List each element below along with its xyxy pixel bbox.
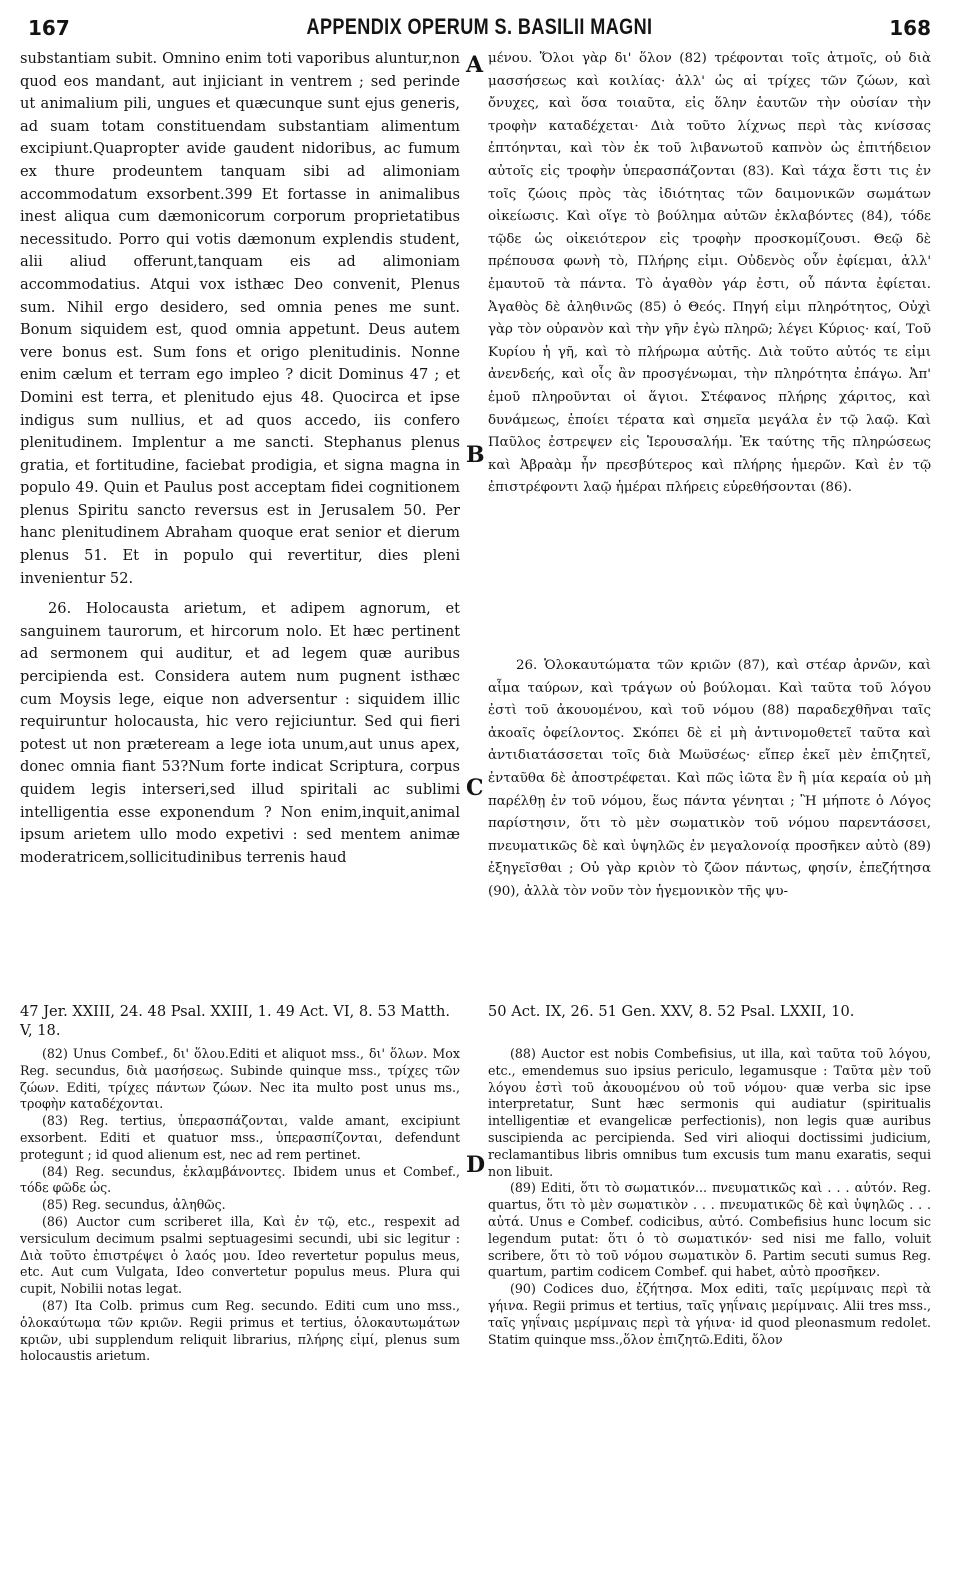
latin-column: [20, 48, 460, 993]
footnote-83: (83) Reg. tertius, ὑπερασπάζονται, valde amant, excipiunt exsorbent. Editi et quatuor mss., ὑπερασπίζονται, defendunt protegunt ; id quod alienum est, nec ad rem pertinet.: [20, 1113, 460, 1162]
margin-marker-b: B: [466, 442, 485, 468]
footnote-84: (84) Reg. secundus, ἐκλαμβάνοντες. Ibidem unus et Combef., τόδε φῶδε ὡς.: [20, 1163, 460, 1196]
latin-paragraph-1: substantiam subit. Omnino enim toti vaporibus aluntur,non quod eos mandant, aut injiciant in ventrem ; sed perinde ut animalium pili, ungues et quæcunque sunt ejus generis, ad suam totam constituendam substantiam alimentum excipiunt.Quapropter avide gaudent nidoribus, ac fumum ex thure prodeuntem tanquam sibi ad alimoniam accommodatum exsorbent.399 Et fortasse in animalibus inest aliqua cum dæmonicorum corporum proprietatibus necessitudo. Porro qui votis dæmonum explendis student, alii aliud offerunt,tanquam eis ad alimoniam accommodatius. Atqui vox isthæc Deo convenit, Plenus sum. Nihil ergo desidero, sed omnia penes me sunt. Bonum siquidem est, quod omnia appetunt. Deus autem vere bonus est. Sum fons et origo plenitudinis. Nonne enim cælum et terram ego impleo ? dicit Dominus 47 ; et Domini est terra, et plenitudo ejus 48. Quocirca et ipse indigus sum nullius, et ad quos accedo, iis confero plenitudinem. Implentur a me sancti. Stephanus plenus gratia, et fortitudine, faciebat prodigia, et signa magna in populo 49. Quin et Paulus post acceptam fidei cognitionem plenus Spiritu sancto reversus est in Jerusalem 50. Per hanc plenitudinem Abraham quoque erat senior et dierum plenus 51. Et in populo qui revertitur, dies pleni invenientur 52.: [20, 50, 460, 587]
footnotes-left: [20, 1046, 460, 1566]
footnote-85: (85) Reg. secundus, ἀληθῶς.: [42, 1197, 226, 1213]
footnote-82: (82) Unus Combef., δι' ὅλου.Editi et aliquot mss., δι' ὅλων. Mox Reg. secundus, διὰ μασήσεως. Subinde quinque mss., τρίχες τῶν ζώων. Editi, τρίχες πάντων ζώων. Nec ita multo post unus ms., τροφὴν καταδέχονται.: [20, 1046, 460, 1112]
footnote-88: (88) Auctor est nobis Combefisius, ut illa, καὶ ταῦτα τοῦ λόγου, etc., emendemus suo ipsius periculo, legamusque : Ταῦτα μὲν τοῦ λόγου ἐστὶ τοῦ ἀκουομένου οὐ τοῦ νόμου· quæ verba sic ipse interpretatur, Sunt hæc sermonis qui audiatur (spiritualis intelligentiæ et evangelicæ perfectionis), non legis quæ auribus suscipienda ac percipienda. Sed viri alioqui doctissimi judicium, reclamantibus libris omnibus tum excusis tum manu exaratis, sequi non libuit.: [488, 1046, 931, 1179]
footnotes-right: [488, 1046, 931, 1566]
footnote-89: (89) Editi, ὅτι τὸ σωματικόν... πνευματικῶς καὶ . . . αὐτόν. Reg. quartus, ὅτι τὸ μὲν σωματικὸν . . . πνευματικῶς δὲ καὶ ὑψηλῶς . . . αὐτά. Unus e Combef. codicibus, αὐτό. Combefisius hunc locum sic legendum putat: ὅτι ὁ τὸ σωματικόν· sed nisi me fallo, voluit scribere, ὅτι τὸ τοῦ νόμου σωματικὸν δ. Partim secuti sumus Reg. quartum, partim codicem Combef. qui habet, αὐτὸ προσῆκεν.: [488, 1180, 931, 1280]
margin-marker-a: A: [466, 52, 484, 78]
running-header: [28, 14, 931, 44]
scripture-refs-left: 47 Jer. XXIII, 24. 48 Psal. XXIII, 1. 49 Act. VI, 8. 53 Matth. V, 18.: [20, 1003, 451, 1039]
greek-paragraph-1: μένου. Ὅλοι γὰρ δι' ὅλον (82) τρέφονται τοῖς ἀτμοῖς, οὐ διὰ μασσήσεως καὶ κοιλίας· ἀλλ' ὡς αἱ τρίχες τῶν ζώων, καὶ ὄνυχες, καὶ ὅσα τοιαῦτα, εἰς ὅλην ἑαυτῶν τὴν οὐσίαν τὴν τροφὴν καταδέχεται· Διὰ τοῦτο λίχνως περὶ τὰς κνίσσας ἐπτόηνται, καὶ τὸν ἐκ τοῦ λιβανωτοῦ καπνὸν ὡς ἐπιτήδειον αὐτοῖς εἰς τροφὴν ὑπερασπάζονται (83). Καὶ τάχα ἔστι τις ἐν τοῖς ζώοις πρὸς τὰς ἰδιότητας τῶν δαιμονικῶν σωμάτων οἰκείωσις. Καὶ οἵγε τὸ βούλημα αὐτῶν ἐκλαβόντες (84), τόδε τῷδε ὡς οἰκειότερον εἰς τροφὴν προσκομίζουσι. Θεῷ δὲ πρέπουσα φωνὴ τὸ, Πλήρης εἰμι. Οὐδενὸς οὖν ἐφίεμαι, ἀλλ' ἐμαυτοῦ τὰ πάντα. Τὸ ἀγαθὸν γάρ ἐστι, οὗ πάντα ἐφίεται. Ἀγαθὸς δὲ ἀληθινῶς (85) ὁ Θεός. Πηγή εἰμι πληρότητος, Οὐχὶ γὰρ τὸν οὐρανὸν καὶ τὴν γῆν ἐγὼ πληρῶ; λέγει Κύριος· καί, Τοῦ Κυρίου ἡ γῆ, καὶ τὸ πλήρωμα αὐτῆς. Διὰ τοῦτο αὐτός τε εἰμι ἀνενδεής, καὶ οἷς ἂν προσγένωμαι, τὴν πληρότητα ἐπάγω. Ἀπ' ἐμοῦ πληροῦνται οἱ ἅγιοι. Στέφανος πλήρης χάριτος, καὶ δυνάμεως, ἐποίει τέρατα καὶ σημεῖα μεγάλα ἐν τῷ λαῷ. Καὶ Παῦλος ἐστρεψεν εἰς Ἱερουσαλήμ. Ἐκ ταύτης τῆς πληρώσεως καὶ Ἀβραὰμ ἦν πρεσβύτερος καὶ πλήρης ἡμερῶν. Καὶ ἐν τῷ ἐπιστρέφοντι λαῷ ἡμέραι πλήρεις εὑρεθήσονται (86).: [488, 51, 931, 496]
footnote-90: (90) Codices duo, ἐζήτησα. Mox editi, ταῖς μερίμναις περὶ τὰ γήινα. Regii primus et tertius, ταῖς γηΐναις μερίμναις. Alii tres mss., ταῖς γηΐναις μερίμναις περὶ τὰ γήινα· id quod pleonasmum redolet. Statim quinque mss.,ὅλον ἐπιζητῶ.Editi, ὅλον: [488, 1281, 931, 1347]
greek-column-26: [488, 655, 931, 995]
latin-paragraph-26: 26. Holocausta arietum, et adipem agnorum, et sanguinem taurorum, et hircorum nolo. Et hæc pertinent ad sermonem qui auditur, et ad legem quæ auribus percipienda est. Considera autem num pugnent isthæc cum Moysis lege, eique non adversentur : siquidem illic requiruntur holocausta, hic vero rejiciuntur. Sed qui fieri potest ut non præteream a lege iota unum,aut unus apex, donec omnia fiant 53?Num forte indicat Scriptura, corpus quidem legis interseri,sed illud spiritali ac sublimi intelligentia esse exponendum ? Non enim,inquit,animal ipsum arietem ullo modo expetivi : sed mentem animæ moderatricem,sollicitudinibus terrenis haud: [20, 600, 460, 866]
margin-marker-d: D: [466, 1152, 486, 1178]
scripture-refs-right: 50 Act. IX, 26. 51 Gen. XXV, 8. 52 Psal. LXXII, 10.: [488, 1003, 855, 1020]
page-number-right: 168: [889, 16, 931, 40]
running-title: APPENDIX OPERUM S. BASILII MAGNI: [306, 14, 653, 39]
margin-marker-c: C: [466, 775, 484, 801]
page-number-left: 167: [28, 16, 70, 40]
footnote-87: (87) Ita Colb. primus cum Reg. secundo. Editi cum uno mss., ὁλοκαύτωμα τῶν κριῶν. Regii primus et tertius, ὁλοκαυτωμάτων κριῶν, ubi supplendum reliquit librarius, πλήρης εἰμί, plenus sum holocaustis arietum.: [20, 1297, 460, 1364]
greek-paragraph-26: 26. Ὁλοκαυτώματα τῶν κριῶν (87), καὶ στέαρ ἀρνῶν, καὶ αἷμα ταύρων, καὶ τράγων οὐ βούλομαι. Καὶ ταῦτα τοῦ λόγου ἐστὶ τοῦ ἀκουομένου, καὶ τοῦ νόμου (88) παραδεχθῆναι ταῖς ἀκοαῖς ὀφείλοντος. Σκόπει δὲ εἰ μὴ ἀντινομοθετεῖ ταῦτα καὶ ἀντιδιατάσσεται τοῖς διὰ Μωϋσέως· εἴπερ ἐκεῖ μὲν ἐπιζητεῖ, ἐνταῦθα δὲ ἀποστρέφεται. Καὶ πῶς ἰῶτα ἓν ἢ μία κεραία οὐ μὴ παρέλθῃ ἐν τοῦ νόμου, ἕως πάντα γένηται ; Ἢ μήποτε ὁ Λόγος παρίστησιν, ὅτι τὸ μὲν σωματικὸν τοῦ νόμου παρεντάσσει, πνευματικῶς δὲ καὶ ὑψηλῶς ἐν μεγαλονοίᾳ προσῆκεν αὐτὸ (89) ἐξηγεῖσθαι ; Οὐ γὰρ κριὸν τὸ ζῶον πάντως, φησίν, ἐπεζήτησα (90), ἀλλὰ τὸν νοῦν τὸν ἡγεμονικὸν τῆς ψυ-: [488, 658, 931, 899]
footnote-86: (86) Auctor cum scriberet illa, Καὶ ἐν τῷ, etc., respexit ad versiculum decimum psalmi septuagesimi secundi, ubi sic legitur : Διὰ τοῦτο ἐπιστρέψει ὁ λαός μου. Ideo revertetur populus meus, etc. Aut cum Vulgata, Ideo convertetur populus meus. Plura qui cupit, Nobilii notas legat.: [20, 1213, 460, 1297]
greek-column: [488, 48, 931, 638]
